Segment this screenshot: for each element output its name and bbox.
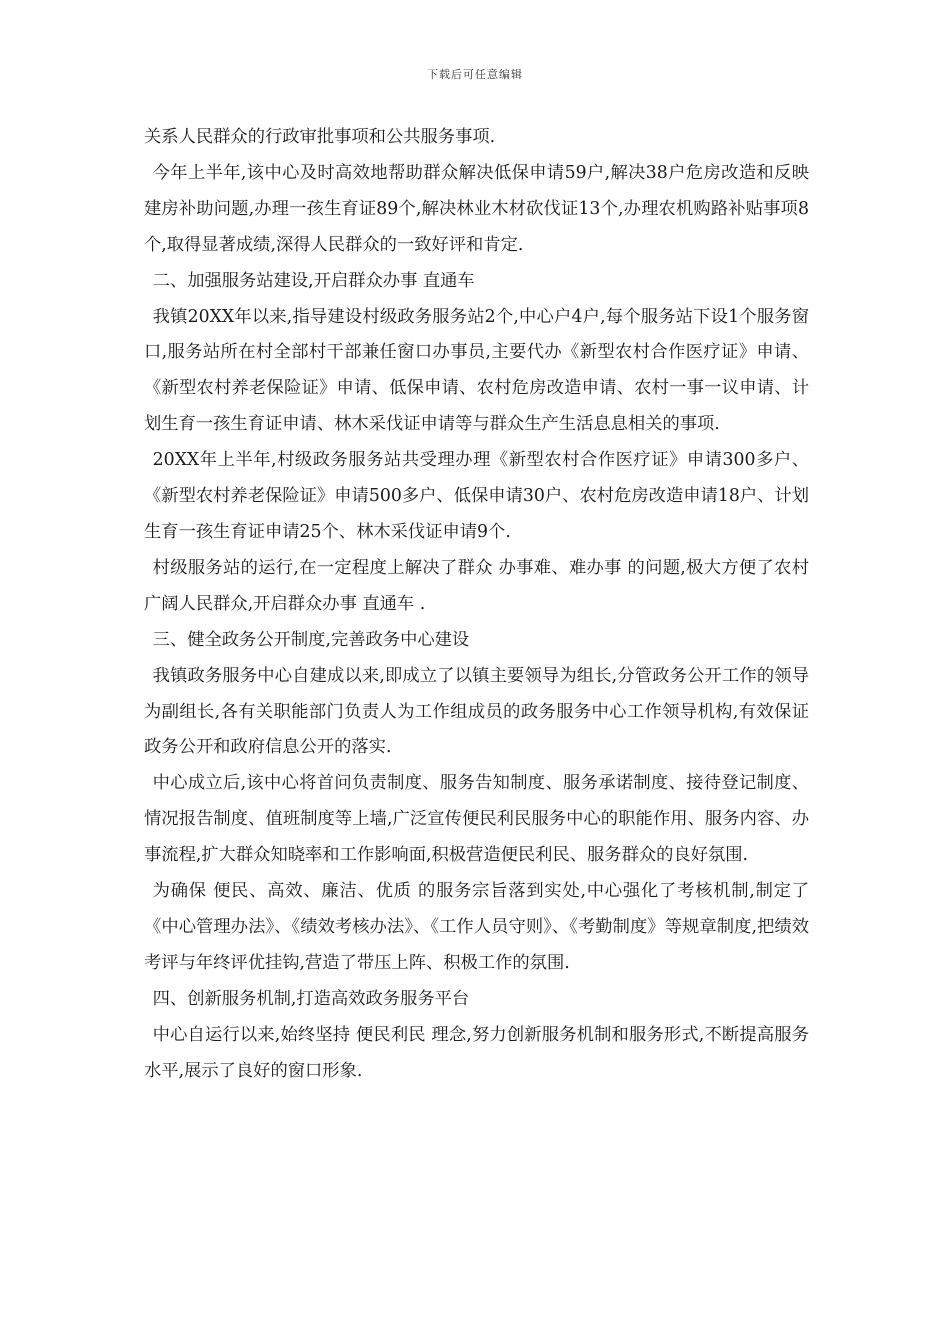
paragraph-9: 中心成立后,该中心将首问负责制度、服务告知制度、服务承诺制度、接待登记制度、情况报告制度、值班制度等上墙,广泛宣传便民利民服务中心的职能作用、服务内容、办事流程,扩大群众知晓率和工作影响面,积极营造便民利民、服务群众的良好氛围. xyxy=(144,773,809,866)
paragraph-12: 中心自运行以来,始终坚持 便民利民 理念,努力创新服务机制和服务形式,不断提高服务水平,展示了良好的窗口形象. xyxy=(144,1024,809,1081)
paragraph-1: 关系人民群众的行政审批事项和公共服务事项. xyxy=(144,127,496,147)
paragraph-6: 村级服务站的运行,在一定程度上解决了群众 办事难、难办事 的问题,极大方便了农村广阔人民群众,开启群众办事 直通车 . xyxy=(144,557,809,614)
paragraph-10: 为确保 便民、高效、廉洁、优质 的服务宗旨落到实处,中心强化了考核机制,制定了《中心管理办法》、《绩效考核办法》、《工作人员守则》、《考勤制度》等规章制度,把绩效考评与年终评优挂钩,营造了带压上阵、积极工作的氛围. xyxy=(144,881,809,973)
document-body xyxy=(144,120,809,1089)
paragraph-5: 20XX年上半年,村级政务服务站共受理办理《新型农村合作医疗证》申请300多户、《新型农村养老保险证》申请500多户、低保申请30户、农村危房改造申请18户、计划生育一孩生育证申请25个、林木采伐证申请9个. xyxy=(144,450,809,542)
section-heading-3: 三、健全政务公开制度,完善政务中心建设 xyxy=(152,629,470,650)
page-header-note: 下载后可任意编辑 xyxy=(427,68,523,81)
paragraph-8: 我镇政务服务中心自建成以来,即成立了以镇主要领导为组长,分管政务公开工作的领导为副组长,各有关职能部门负责人为工作组成员的政务服务中心工作领导机构,有效保证政务公开和政府信息公开的落实. xyxy=(144,665,809,758)
section-heading-2: 二、加强服务站建设,开启群众办事 直通车 xyxy=(152,270,475,291)
section-heading-4: 四、创新服务机制,打造高效政务服务平台 xyxy=(152,988,470,1009)
paragraph-2: 今年上半年,该中心及时高效地帮助群众解决低保申请59户,解决38户危房改造和反映建房补助问题,办理一孩生育证89个,解决林业木材砍伐证13个,办理农机购路补贴事项8个,取得显著成绩,深得人民群众的一致好评和肯定. xyxy=(144,162,809,255)
paragraph-4: 我镇20XX年以来,指导建设村级政务服务站2个,中心户4户,每个服务站下设1个服务窗口,服务站所在村全部村干部兼任窗口办事员,主要代办《新型农村合作医疗证》申请、《新型农村养老保险证》申请、低保申请、农村危房改造申请、农村一事一议申请、计划生育一孩生育证申请、林木采伐证申请等与群众生产生活息息相关的事项. xyxy=(144,306,809,435)
